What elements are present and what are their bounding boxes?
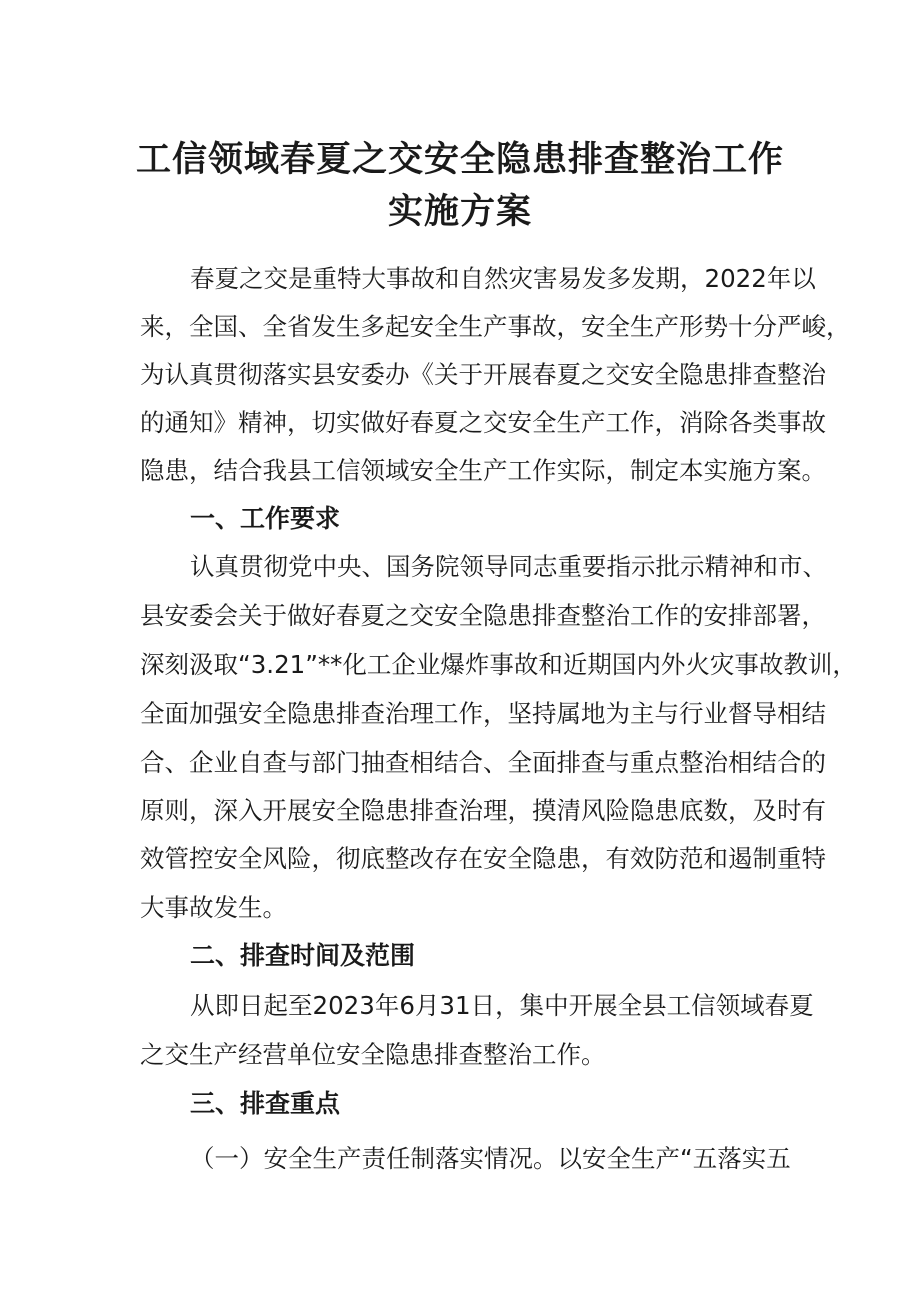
section-1-heading: 一、工作要求 — [190, 504, 341, 533]
section-2-line-2: 之交生产经营单位安全隐患排查整治工作。 — [140, 1040, 606, 1069]
intro-line-1: 春夏之交是重特大事故和自然灾害易发多发期，2022年以 — [190, 264, 816, 293]
intro-line-5: 隐患，结合我县工信领域安全生产工作实际，制定本实施方案。 — [140, 456, 826, 485]
section-1-line-7: 效管控安全风险，彻底整改存在安全隐患，有效防范和遏制重特 — [140, 844, 826, 873]
section-1-line-3: 深刻汲取“3.21”**化工企业爆炸事故和近期国内外火灾事故教训， — [140, 650, 857, 679]
section-1-line-2: 县安委会关于做好春夏之交安全隐患排查整治工作的安排部署， — [140, 601, 826, 630]
section-1-line-4: 全面加强安全隐患排查治理工作，坚持属地为主与行业督导相结 — [140, 699, 826, 728]
section-3-heading: 三、排查重点 — [190, 1089, 341, 1118]
intro-line-3: 为认真贯彻落实县安委办《关于开展春夏之交安全隐患排查整治 — [140, 360, 826, 389]
section-2-heading: 二、排查时间及范围 — [190, 941, 416, 970]
section-1-line-6: 原则，深入开展安全隐患排查治理，摸清风险隐患底数，及时有 — [140, 796, 826, 825]
section-1-line-5: 合、企业自查与部门抽查相结合、全面排查与重点整治相结合的 — [140, 748, 826, 777]
section-1-line-8: 大事故发生。 — [140, 893, 287, 922]
document-title-line-2: 实施方案 — [387, 192, 532, 232]
intro-line-2: 来，全国、全省发生多起安全生产事故，安全生产形势十分严峻， — [140, 312, 851, 341]
intro-line-4: 的通知》精神，切实做好春夏之交安全生产工作，消除各类事故 — [140, 408, 826, 437]
section-3-line-1: （一）安全生产责任制落实情况。以安全生产“五落实五 — [190, 1144, 791, 1173]
section-2-line-1: 从即日起至2023年6月31日，集中开展全县工信领域春夏 — [190, 991, 814, 1020]
section-1-line-1: 认真贯彻党中央、国务院领导同志重要指示批示精神和市、 — [190, 552, 827, 581]
document-title-line-1: 工信领域春夏之交安全隐患排查整治工作 — [135, 140, 784, 180]
